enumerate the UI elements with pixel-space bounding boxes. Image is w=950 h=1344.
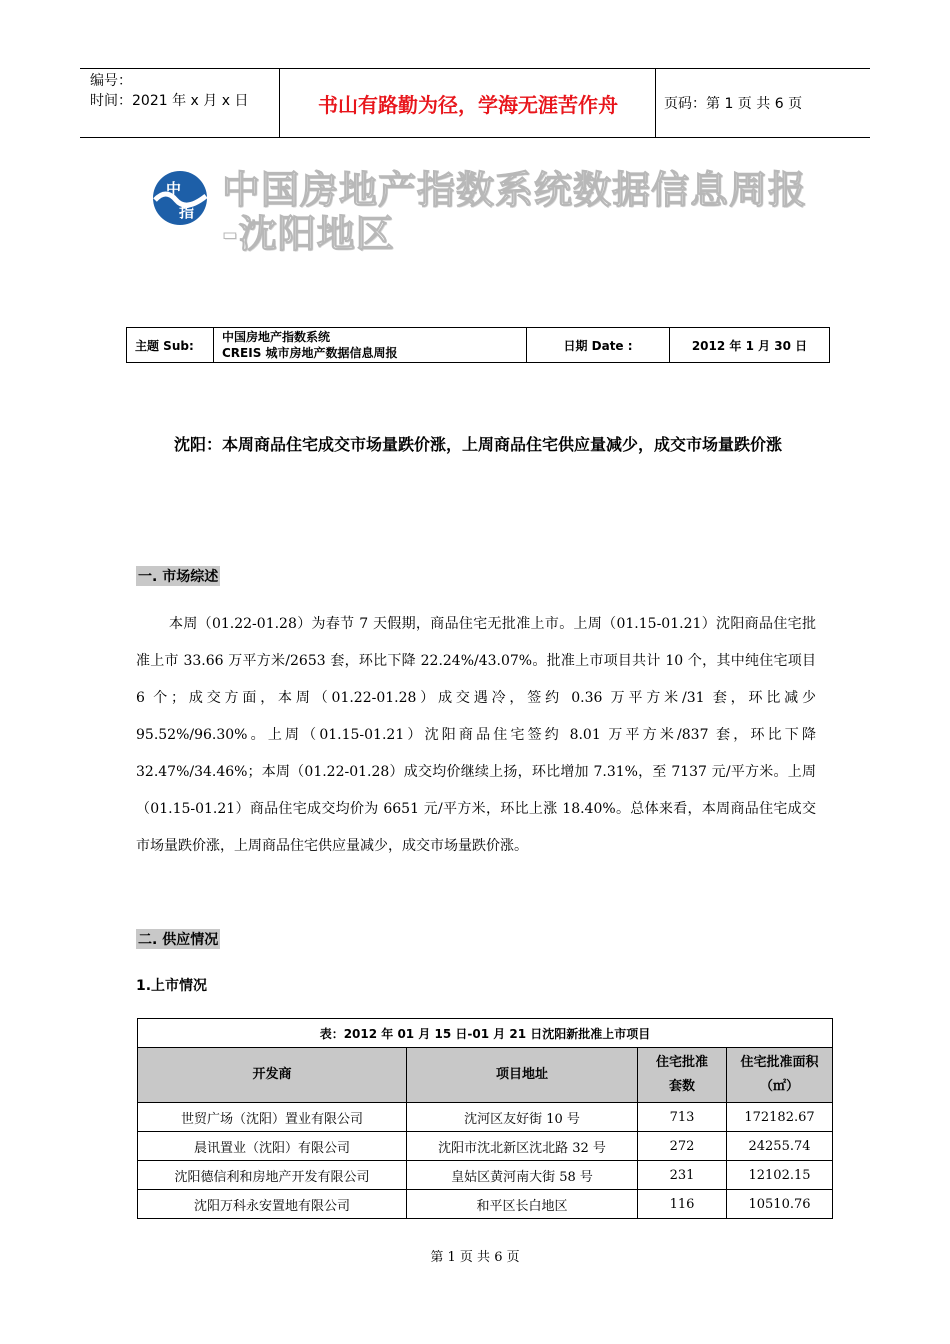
banner-title: [222, 168, 862, 256]
page-code: 页码：第 1 页 共 6 页: [664, 96, 803, 112]
subsection-listing-title: 1.上市情况: [136, 978, 208, 994]
cell-address: 沈河区友好街 10 号: [407, 1103, 638, 1132]
subject-value-line2: CREIS 城市房地产数据信息周报: [222, 346, 398, 360]
new-listings-table: [137, 1018, 833, 1219]
column-header-address: 项目地址: [407, 1048, 638, 1103]
document-header: [80, 68, 870, 138]
table-caption: 表：2012 年 01 月 15 日-01 月 21 日沈阳新批准上市项目: [138, 1019, 833, 1048]
table-row: [138, 1103, 833, 1132]
logo-char-bottom: 指: [179, 203, 195, 221]
cell-developer: 世贸广场（沈阳）置业有限公司: [138, 1103, 407, 1132]
column-header-units: 住宅批准 套数: [638, 1048, 727, 1103]
banner-title-line2: -沈阳地区: [222, 212, 395, 256]
cell-area: 172182.67: [727, 1103, 833, 1132]
page-footer: 第 1 页 共 6 页: [430, 1250, 520, 1265]
banner-title-line1: 中国房地产指数系统数据信息周报: [222, 168, 808, 212]
time-label: 时间：2021 年 x 月 x 日: [90, 93, 249, 109]
cell-address: 皇姑区黄河南大街 58 号: [407, 1161, 638, 1190]
header-meta: [80, 69, 280, 137]
table-row: [138, 1190, 833, 1219]
cell-developer: 沈阳德信利和房地产开发有限公司: [138, 1161, 407, 1190]
subject-table: [126, 327, 830, 363]
cell-area: 24255.74: [727, 1132, 833, 1161]
logo-char-top: 中: [166, 180, 182, 198]
column-header-developer: 开发商: [138, 1048, 407, 1103]
column-header-area: 住宅批准面积 （㎡）: [727, 1048, 833, 1103]
cell-area: 10510.76: [727, 1190, 833, 1219]
zhongzhi-logo-icon: [152, 170, 208, 226]
section-supply-title: 二. 供应情况: [136, 929, 220, 949]
cell-address: 沈阳市沈北新区沈北路 32 号: [407, 1132, 638, 1161]
market-overview-paragraph: 本周（01.22-01.28）为春节 7 天假期，商品住宅无批准上市。上周（01.15-01.21）沈阳商品住宅批准上市 33.66 万平方米/2653 套，环比下降 22.24%/43.07%。批准上市项目共计 10 个，其中纯住宅项目 6 个；成交方面，本周（01.22-01.28）成交遇冷，签约 0.36 万平方米/31 套，环比减少 95.52%/96.30%。上周（01.15-01.21）沈阳商品住宅签约 8.01 万平方米/837 套，环比下降 32.47%/34.46%；本周（01.22-01.28）成交均价继续上扬，环比增加 7.31%，至 7137 元/平方米。上周（01.15-01.21）商品住宅成交均价为 6651 元/平方米，环比上涨 18.40%。总体来看，本周商品住宅成交市场量跌价涨，上周商品住宅供应量减少，成交市场量跌价涨。: [136, 616, 816, 854]
subject-value: [214, 328, 527, 363]
cell-address: 和平区长白地区: [407, 1190, 638, 1219]
table-row: [138, 1161, 833, 1190]
subject-value-line1: 中国房地产指数系统: [222, 330, 331, 344]
table-row: [138, 1132, 833, 1161]
cell-developer: 沈阳万科永安置地有限公司: [138, 1190, 407, 1219]
cell-units: 116: [638, 1190, 727, 1219]
cell-developer: 晨讯置业（沈阳）有限公司: [138, 1132, 407, 1161]
subject-label: 主题 Sub:: [127, 328, 214, 363]
number-label: 编号：: [90, 73, 132, 89]
motto: 书山有路勤为径，学海无涯苦作舟: [281, 69, 656, 137]
cell-units: 713: [638, 1103, 727, 1132]
cell-units: 272: [638, 1132, 727, 1161]
date-label: 日期 Date :: [527, 328, 670, 363]
section-market-overview-title: 一. 市场综述: [136, 566, 220, 586]
report-headline: 沈阳：本周商品住宅成交市场量跌价涨，上周商品住宅供应量减少，成交市场量跌价涨: [174, 435, 783, 454]
date-value: 2012 年 1 月 30 日: [670, 328, 830, 363]
cell-units: 231: [638, 1161, 727, 1190]
cell-area: 12102.15: [727, 1161, 833, 1190]
